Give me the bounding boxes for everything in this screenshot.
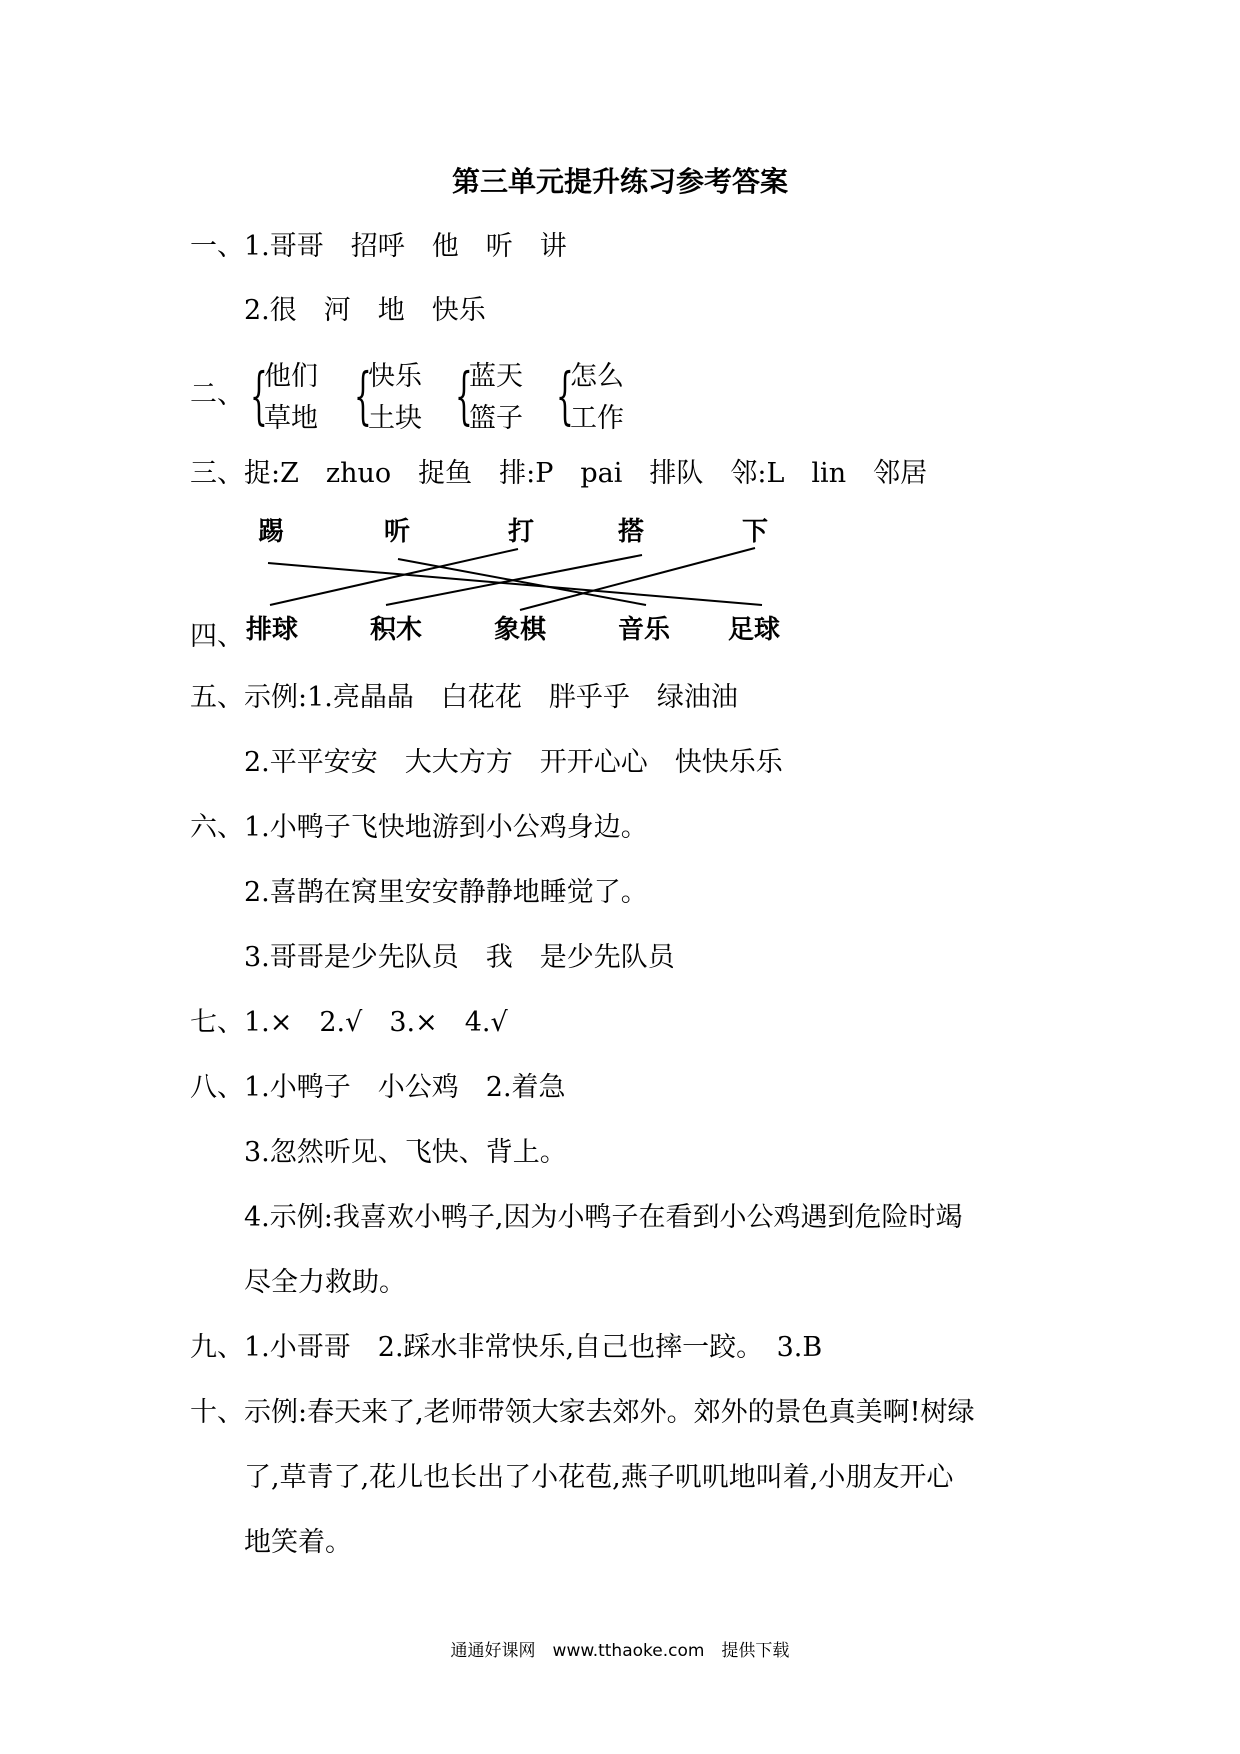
q4-top-word: 踢: [258, 517, 285, 547]
brace-icon: {: [250, 359, 268, 432]
q4-top-word: 听: [384, 517, 411, 547]
q3-line: 三、捉:Z zhuo 捉鱼 排:P pai 排队 邻:L lin 邻居: [190, 458, 928, 489]
q2-label: 二、: [190, 379, 244, 410]
q4-top-word: 打: [508, 517, 535, 547]
q2-pair-bottom: 篮子: [469, 403, 523, 434]
q4-label: 四、: [190, 621, 244, 652]
brace-icon: {: [455, 359, 473, 432]
q4-top-word: 搭: [618, 517, 645, 547]
q4-bottom-word: 象棋: [494, 615, 547, 645]
q2-pair-top: 快乐: [368, 361, 422, 392]
q8-line-2: 3.忽然听见、飞快、背上。: [244, 1137, 567, 1168]
q2-pair-bottom: 草地: [264, 403, 318, 434]
brace-icon: {: [556, 359, 574, 432]
q2-pair-top: 怎么: [570, 361, 624, 392]
q6-line-3: 3.哥哥是少先队员 我 是少先队员: [244, 942, 675, 973]
q7-line: 七、1.× 2.√ 3.× 4.√: [190, 1007, 508, 1038]
q10-line-1: 十、示例:春天来了,老师带领大家去郊外。郊外的景色真美啊!树绿: [190, 1397, 975, 1428]
q4-bottom-word: 足球: [728, 615, 781, 645]
q8-line-1: 八、1.小鸭子 小公鸡 2.着急: [190, 1072, 566, 1103]
q4-bottom-word: 积木: [370, 615, 423, 645]
q8-line-3: 4.示例:我喜欢小鸭子,因为小鸭子在看到小公鸡遇到危险时竭: [244, 1202, 963, 1233]
q8-line-4: 尽全力救助。: [244, 1267, 406, 1298]
q6-line-1: 六、1.小鸭子飞快地游到小公鸡身边。: [190, 812, 648, 843]
q4-top-word: 下: [742, 517, 769, 547]
q2-pair-bottom: 土块: [368, 403, 422, 434]
page-title: 第三单元提升练习参考答案: [451, 165, 788, 198]
q1-line-2: 2.很 河 地 快乐: [244, 295, 486, 326]
brace-icon: {: [354, 359, 372, 432]
q2-pair-top: 蓝天: [469, 361, 523, 392]
q4-bottom-word: 排球: [246, 615, 299, 645]
q5-line-2: 2.平平安安 大大方方 开开心心 快快乐乐: [244, 747, 783, 778]
q1-line-1: 一、1.哥哥 招呼 他 听 讲: [190, 231, 567, 262]
q4-bottom-word: 音乐: [618, 615, 671, 645]
q2-pair-bottom: 工作: [570, 403, 624, 434]
q10-line-3: 地笑着。: [244, 1527, 352, 1558]
match-line: [268, 563, 762, 605]
match-line: [398, 559, 646, 605]
q9-line: 九、1.小哥哥 2.踩水非常快乐,自己也摔一跤。 3.B: [190, 1332, 823, 1363]
q2-pair-top: 他们: [264, 361, 318, 392]
match-line: [270, 549, 518, 605]
footer-source: 通通好课网 www.tthaoke.com 提供下载: [450, 1641, 790, 1661]
q5-line-1: 五、示例:1.亮晶晶 白花花 胖乎乎 绿油油: [190, 682, 738, 713]
q10-line-2: 了,草青了,花儿也长出了小花苞,燕子叽叽地叫着,小朋友开心: [244, 1462, 954, 1493]
q6-line-2: 2.喜鹊在窝里安安静静地睡觉了。: [244, 877, 648, 908]
